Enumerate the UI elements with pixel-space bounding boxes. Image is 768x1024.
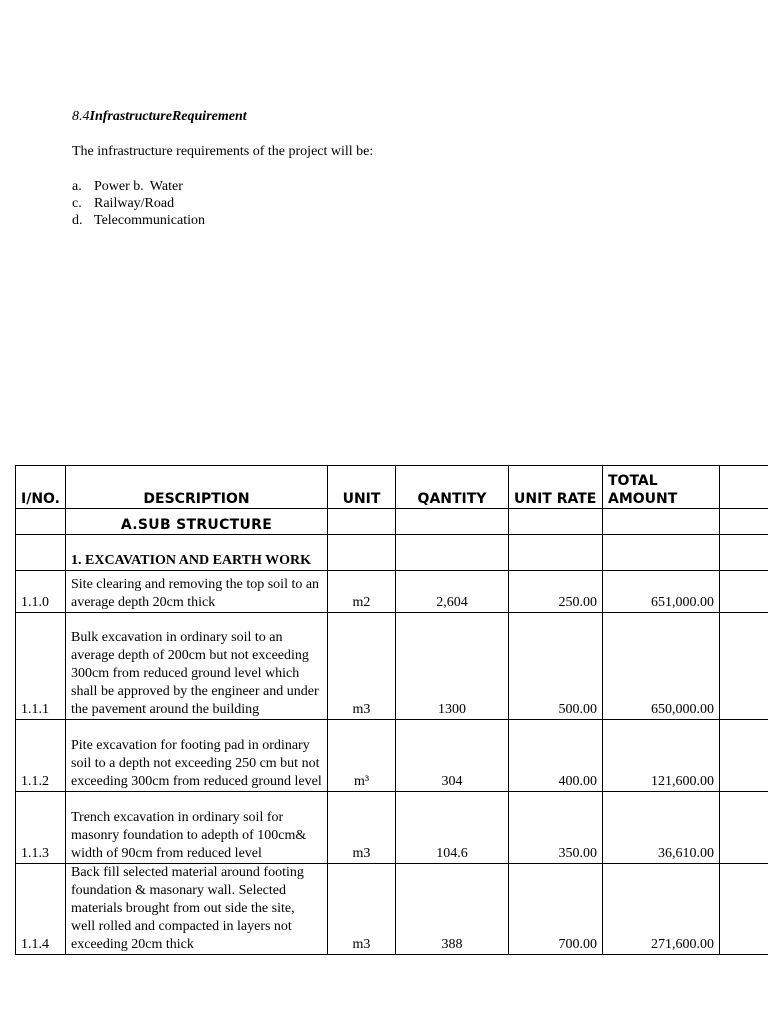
section-row (16, 509, 768, 535)
header-no: I/NO. (16, 466, 66, 509)
item-unit: m3 (328, 864, 396, 955)
list-label: Railway/Road (94, 196, 175, 211)
list-letter: d. (72, 213, 83, 228)
section-heading-cell: A.SUB STRUCTURE (66, 509, 328, 535)
list-item (72, 178, 205, 195)
header-total-amount: TOTAL AMOUNT (603, 466, 720, 509)
group-heading-cell: 1. EXCAVATION AND EARTH WORK (66, 535, 328, 571)
item-number: 1.1.1 (16, 613, 66, 720)
header-quantity: QANTITY (396, 466, 509, 509)
section-heading: InfrastructureRequirement (89, 109, 247, 124)
table-row (16, 571, 768, 613)
item-total: 650,000.00 (603, 613, 720, 720)
item-quantity: 388 (396, 864, 509, 955)
item-description: Site clearing and removing the top soil to an average depth 20cm thick (66, 571, 328, 613)
list-label: Power (94, 179, 130, 194)
item-unit: m2 (328, 571, 396, 613)
item-quantity: 304 (396, 720, 509, 792)
header-unit: UNIT (328, 466, 396, 509)
header-row (16, 466, 768, 509)
table-row (16, 792, 768, 864)
item-total: 271,600.00 (603, 864, 720, 955)
header-empty (720, 466, 768, 509)
item-quantity: 104.6 (396, 792, 509, 864)
list-item (72, 212, 205, 229)
list-item (72, 195, 205, 212)
item-unit: m3 (328, 792, 396, 864)
item-rate: 500.00 (509, 613, 603, 720)
list-label: Water (149, 179, 183, 194)
item-rate: 250.00 (509, 571, 603, 613)
item-number: 1.1.4 (16, 864, 66, 955)
item-total: 651,000.00 (603, 571, 720, 613)
item-number: 1.1.3 (16, 792, 66, 864)
list-letter: b. (133, 179, 144, 194)
item-number: 1.1.0 (16, 571, 66, 613)
header-description: DESCRIPTION (66, 466, 328, 509)
item-quantity: 2,604 (396, 571, 509, 613)
table-row (16, 613, 768, 720)
list-label: Telecommunication (94, 213, 205, 228)
item-unit: m3 (328, 613, 396, 720)
requirements-list (72, 178, 205, 229)
list-letter: c. (72, 196, 82, 211)
section-title (72, 109, 247, 125)
table-row (16, 720, 768, 792)
bill-of-quantities-table (15, 465, 768, 955)
group-row (16, 535, 768, 571)
item-total: 36,610.00 (603, 792, 720, 864)
item-number: 1.1.2 (16, 720, 66, 792)
item-description: Back fill selected material around footing foundation & masonary wall. Selected materials brought from out side the site, well rolled and compacted in layers not exceeding 20cm thick (66, 864, 328, 955)
item-rate: 700.00 (509, 864, 603, 955)
item-rate: 350.00 (509, 792, 603, 864)
table-row (16, 864, 768, 955)
intro-text: The infrastructure requirements of the project will be: (72, 144, 374, 159)
item-rate: 400.00 (509, 720, 603, 792)
item-unit: m³ (328, 720, 396, 792)
item-description: Trench excavation in ordinary soil for masonry foundation to adepth of 100cm& width of 90cm from reduced level (66, 792, 328, 864)
item-description: Pite excavation for footing pad in ordinary soil to a depth not exceeding 250 cm but not exceeding 300cm from reduced ground level (66, 720, 328, 792)
item-description: Bulk excavation in ordinary soil to an average depth of 200cm but not exceeding 300cm from reduced ground level which shall be approved by the engineer and under the pavement around the building (66, 613, 328, 720)
list-letter: a. (72, 179, 82, 194)
header-unit-rate: UNIT RATE (509, 466, 603, 509)
item-quantity: 1300 (396, 613, 509, 720)
section-number: 8.4 (72, 109, 90, 124)
item-total: 121,600.00 (603, 720, 720, 792)
